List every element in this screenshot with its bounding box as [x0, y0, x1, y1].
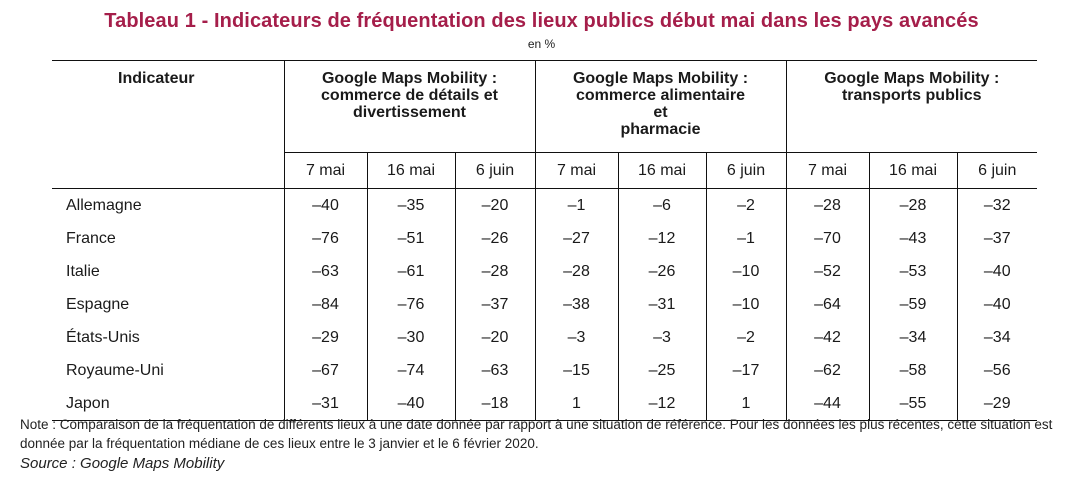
table-note: Note : Comparaison de la fréquentation de différents lieux à une date donnée par rapport à une situation de référence. Pour les données les plus récentes, cette situation est donnée par la fréquentation médiane de ces lieux entre le 3 janvier et le 6 février 2020.: [20, 417, 1053, 451]
value-cell: –40: [957, 255, 1037, 288]
table-row: [52, 222, 1037, 255]
date-header-cell: 6 juin: [455, 153, 535, 189]
country-cell: États-Unis: [66, 328, 140, 346]
value-cell: –20: [455, 321, 535, 354]
unit-label: en %: [527, 37, 556, 51]
value-cell: –76: [284, 222, 367, 255]
value-cell: –42: [786, 321, 869, 354]
country-cell: Allemagne: [66, 196, 142, 214]
value-cell: –15: [535, 354, 618, 387]
value-cell: –6: [618, 189, 706, 223]
value-cell: –63: [284, 255, 367, 288]
value-cell: –34: [869, 321, 957, 354]
table-row: [52, 354, 1037, 387]
table-row: [52, 321, 1037, 354]
value-cell: –40: [957, 288, 1037, 321]
value-cell: –28: [455, 255, 535, 288]
country-cell: Japon: [66, 394, 110, 412]
value-cell: –29: [284, 321, 367, 354]
value-cell: –28: [535, 255, 618, 288]
value-cell: –53: [869, 255, 957, 288]
value-cell: 1: [706, 387, 786, 421]
value-cell: –27: [535, 222, 618, 255]
value-cell: –12: [618, 222, 706, 255]
indicator-header: Indicateur: [118, 70, 195, 87]
group-header-retail: [284, 61, 535, 153]
value-cell: –31: [618, 288, 706, 321]
group-header-row: [52, 61, 1037, 153]
country-cell: Royaume-Uni: [66, 361, 164, 379]
value-cell: –62: [786, 354, 869, 387]
value-cell: –84: [284, 288, 367, 321]
value-cell: –1: [706, 222, 786, 255]
group-header-line: et: [653, 104, 668, 121]
table-source: Source : Google Maps Mobility: [20, 455, 225, 472]
value-cell: –43: [869, 222, 957, 255]
value-cell: –10: [706, 255, 786, 288]
value-cell: –30: [367, 321, 455, 354]
value-cell: –20: [455, 189, 535, 223]
group-header-grocery: [535, 61, 786, 153]
group-header-line: Google Maps Mobility :: [824, 70, 1000, 87]
date-header-cell: 6 juin: [957, 153, 1037, 189]
value-cell: –56: [957, 354, 1037, 387]
value-cell: –2: [706, 321, 786, 354]
value-cell: –64: [786, 288, 869, 321]
value-cell: –40: [367, 387, 455, 421]
value-cell: –18: [455, 387, 535, 421]
value-cell: –31: [284, 387, 367, 421]
country-cell: Italie: [66, 262, 100, 280]
value-cell: –28: [786, 189, 869, 223]
group-header-line: Google Maps Mobility :: [572, 70, 749, 87]
table-row: [52, 288, 1037, 321]
group-header-line: pharmacie: [620, 121, 701, 138]
value-cell: –52: [786, 255, 869, 288]
mobility-table: [52, 60, 1037, 421]
value-cell: –17: [706, 354, 786, 387]
date-header-cell: 16 mai: [618, 153, 706, 189]
value-cell: –38: [535, 288, 618, 321]
value-cell: –44: [786, 387, 869, 421]
empty-header-cell: [52, 153, 284, 189]
value-cell: –26: [618, 255, 706, 288]
date-header-cell: 6 juin: [706, 153, 786, 189]
value-cell: –3: [618, 321, 706, 354]
value-cell: –35: [367, 189, 455, 223]
date-header-row: [52, 153, 1037, 189]
table-row: [52, 189, 1037, 223]
value-cell: –28: [869, 189, 957, 223]
value-cell: –67: [284, 354, 367, 387]
value-cell: –10: [706, 288, 786, 321]
country-cell: France: [66, 229, 116, 247]
table-title: Tableau 1 - Indicateurs de fréquentation des lieux publics début mai dans les pays avancés: [104, 10, 979, 32]
value-cell: –32: [957, 189, 1037, 223]
value-cell: –29: [957, 387, 1037, 421]
value-cell: –1: [535, 189, 618, 223]
value-cell: –25: [618, 354, 706, 387]
value-cell: –51: [367, 222, 455, 255]
date-header-cell: 16 mai: [869, 153, 957, 189]
value-cell: –59: [869, 288, 957, 321]
value-cell: –76: [367, 288, 455, 321]
value-cell: –58: [869, 354, 957, 387]
value-cell: –12: [618, 387, 706, 421]
group-header-line: commerce de détails et: [321, 87, 498, 104]
value-cell: –70: [786, 222, 869, 255]
date-header-cell: 7 mai: [284, 153, 367, 189]
value-cell: –61: [367, 255, 455, 288]
value-cell: –26: [455, 222, 535, 255]
value-cell: –37: [455, 288, 535, 321]
table-row: [52, 255, 1037, 288]
group-header-line: Google Maps Mobility :: [321, 70, 498, 87]
group-header-transit: [786, 61, 1037, 153]
value-cell: –2: [706, 189, 786, 223]
value-cell: –3: [535, 321, 618, 354]
value-cell: –63: [455, 354, 535, 387]
value-cell: –40: [284, 189, 367, 223]
date-header-cell: 7 mai: [535, 153, 618, 189]
country-cell: Espagne: [66, 295, 130, 313]
date-header-cell: 7 mai: [786, 153, 869, 189]
group-header-line: transports publics: [841, 87, 982, 104]
date-header-cell: 16 mai: [367, 153, 455, 189]
value-cell: –34: [957, 321, 1037, 354]
value-cell: –37: [957, 222, 1037, 255]
table-body: [52, 153, 1037, 421]
value-cell: 1: [535, 387, 618, 421]
value-cell: –74: [367, 354, 455, 387]
value-cell: –55: [869, 387, 957, 421]
group-header-line: commerce alimentaire: [576, 87, 745, 104]
group-header-line: divertissement: [353, 104, 466, 121]
